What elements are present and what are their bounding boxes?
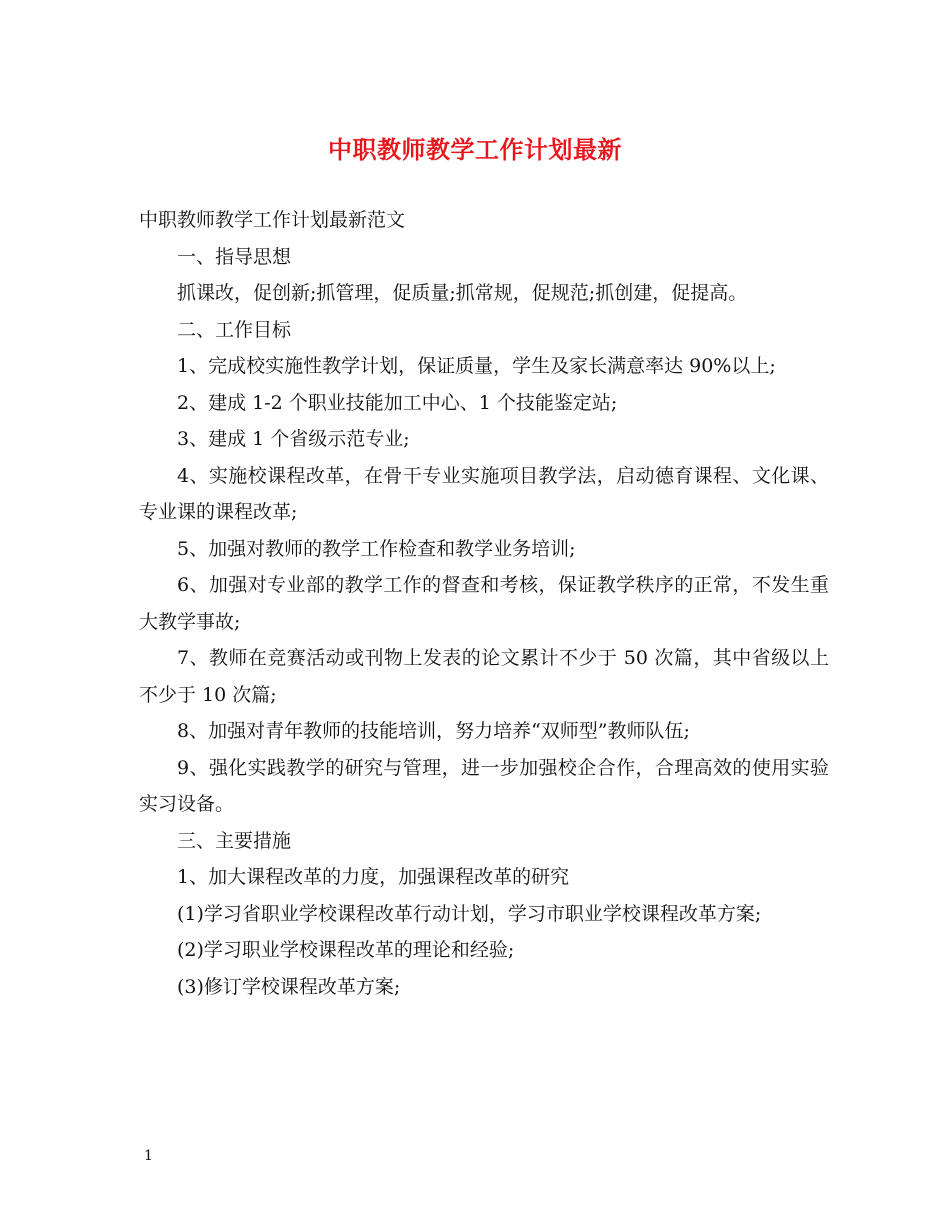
measure-subitem-3: (3)修订学校课程改革方案; [177,975,401,998]
measure-subitem-2: (2)学习职业学校课程改革的理论和经验; [177,939,515,961]
goal-item-1: 1、完成校实施性教学计划，保证质量，学生及家长满意率达 90%以上; [177,355,776,377]
document-title: 中职教师教学工作计划最新 [328,135,622,164]
goal-item-7: 7、教师在竞赛活动或刊物上发表的论文累计不少于 50 次篇，其中省级以上不少于 10 次篇; [139,647,829,706]
goal-item-8: 8、加强对青年教师的技能培训，努力培养“双师型”教师队伍; [177,720,690,742]
page-number: 1 [144,1148,153,1164]
section-heading-work-goals: 二、工作目标 [177,318,292,341]
goal-item-3: 3、建成 1 个省级示范专业; [177,428,410,450]
section-heading-main-measures: 三、主要措施 [177,829,292,852]
document-body [139,202,829,1005]
measure-item-1: 1、加大课程改革的力度，加强课程改革的研究 [177,866,570,888]
goal-item-6: 6、加强对专业部的教学工作的督查和考核，保证教学秩序的正常，不发生重大教学事故; [139,574,829,633]
measure-subitem-1: (1)学习省职业学校课程改革行动计划，学习市职业学校课程改革方案; [177,902,762,925]
goal-item-5: 5、加强对教师的教学工作检查和教学业务培训; [177,537,576,560]
document-subtitle: 中职教师教学工作计划最新范文 [139,209,406,231]
paragraph-guiding-ideology: 抓课改，促创新;抓管理，促质量;抓常规，促规范;抓创建，促提高。 [177,282,748,304]
section-heading-guiding-ideology: 一、指导思想 [177,245,292,268]
goal-item-2: 2、建成 1-2 个职业技能加工中心、1 个技能鉴定站; [177,391,618,414]
goal-item-9: 9、强化实践教学的研究与管理，进一步加强校企合作，合理高效的使用实验实习设备。 [139,756,829,815]
goal-item-4: 4、实施校课程改革，在骨干专业实施项目教学法，启动德育课程、文化课、专业课的课程改革; [139,464,829,523]
